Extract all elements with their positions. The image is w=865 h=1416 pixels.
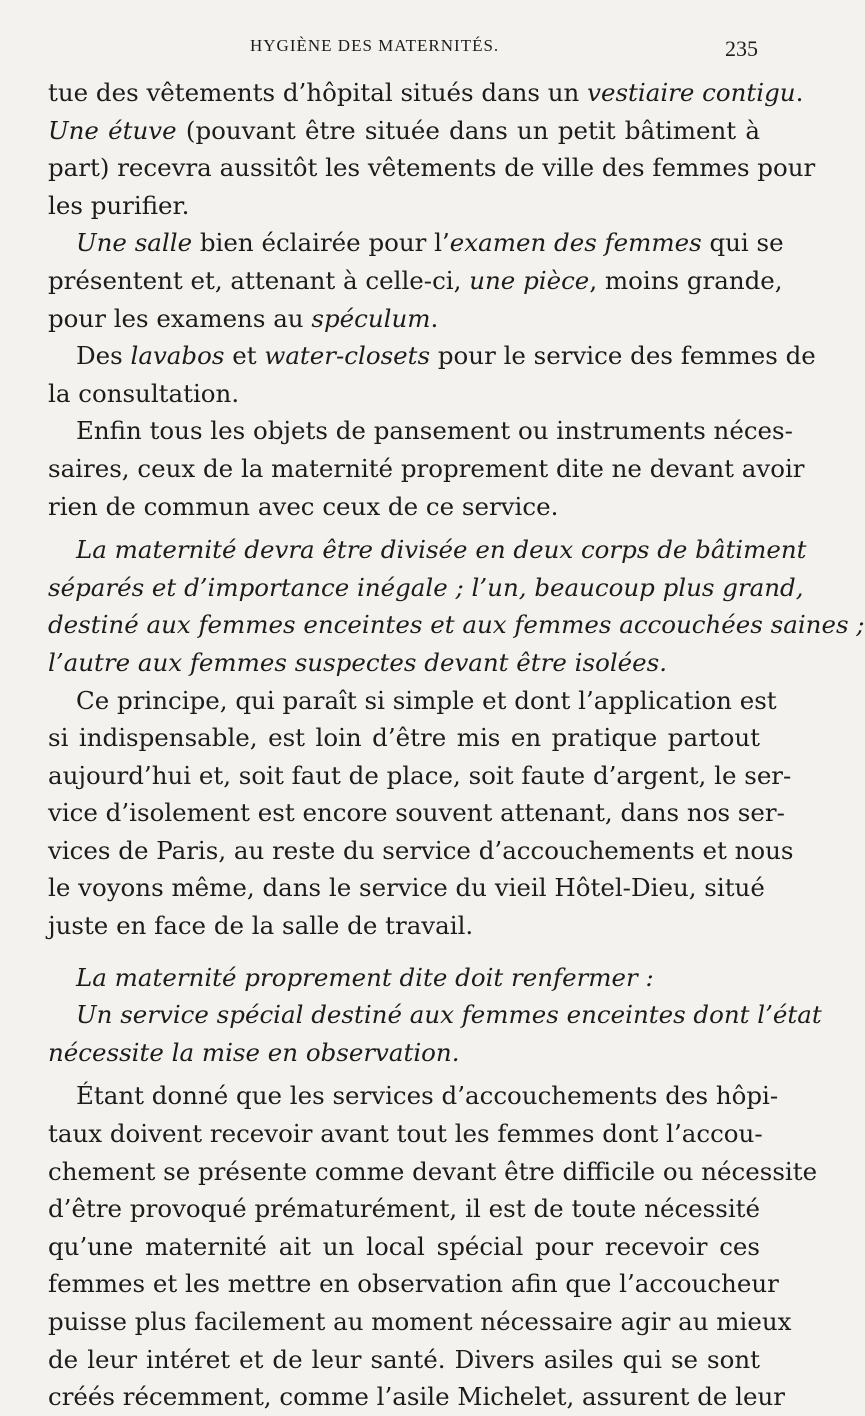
text-line: Ce principe, qui paraît si simple et dont l’application est bbox=[76, 685, 777, 715]
text-line: tue des vêtements d’hôpital situés dans un vestiaire contigu. bbox=[48, 78, 804, 107]
text-line: présentent et, attenant à celle-ci, une pièce, moins grande, bbox=[48, 265, 783, 295]
text-line: saires, ceux de la maternité proprement dite ne devant avoir bbox=[48, 453, 805, 483]
text-line: le voyons même, dans le service du vieil Hôtel-Dieu, situé bbox=[48, 873, 765, 903]
body-text bbox=[48, 74, 865, 1416]
text-line: Une étuve (pouvant être située dans un petit bâtiment à bbox=[48, 115, 760, 145]
text-line: Des lavabos et water-closets pour le service des femmes de bbox=[76, 341, 816, 371]
text-line: les purifier. bbox=[48, 190, 190, 220]
running-head bbox=[0, 36, 800, 66]
page-number: 235 bbox=[725, 36, 758, 61]
text-line: puisse plus facilement au moment nécessaire agir au mieux bbox=[48, 1307, 792, 1336]
text-line: Enfin tous les objets de pansement ou instruments néces- bbox=[76, 416, 793, 446]
text-line: rien de commun avec ceux de ce service. bbox=[48, 491, 559, 521]
text-line: La maternité proprement dite doit renfermer : bbox=[76, 962, 654, 992]
text-line: Un service spécial destiné aux femmes enceintes dont l’état bbox=[76, 1000, 822, 1030]
text-line: taux doivent recevoir avant tout les femmes dont l’accou- bbox=[48, 1119, 763, 1149]
text-line: vices de Paris, au reste du service d’accouchements et nous bbox=[48, 835, 794, 865]
text-line: nécessite la mise en observation. bbox=[48, 1037, 460, 1067]
text-line: part) recevra aussitôt les vêtements de ville des femmes pour bbox=[48, 153, 816, 183]
text-line: séparés et d’importance inégale ; l’un, beaucoup plus grand, bbox=[48, 572, 804, 602]
text-line: Une salle bien éclairée pour l’examen des femmes qui se bbox=[76, 228, 784, 258]
text-line: si indispensable, est loin d’être mis en pratique partout bbox=[48, 723, 760, 753]
text-line: destiné aux femmes enceintes et aux femmes accouchées saines ; bbox=[48, 610, 865, 640]
text-line: chement se présente comme devant être difficile ou nécessite bbox=[48, 1156, 818, 1186]
text-line: de leur intéret et de leur santé. Divers asiles qui se sont bbox=[48, 1344, 760, 1374]
text-line: d’être provoqué prématurément, il est de toute nécessité bbox=[48, 1194, 760, 1224]
text-line: juste en face de la salle de travail. bbox=[48, 911, 474, 941]
text-line: pour les examens au spéculum. bbox=[48, 303, 439, 333]
text-line: vice d’isolement est encore souvent attenant, dans nos ser- bbox=[48, 798, 785, 828]
text-line: La maternité devra être divisée en deux corps de bâtiment bbox=[76, 535, 807, 565]
text-line: la consultation. bbox=[48, 378, 240, 408]
text-line: aujourd’hui et, soit faut de place, soit faute d’argent, le ser- bbox=[48, 760, 792, 790]
running-title: HYGIÈNE DES MATERNITÉS. bbox=[250, 36, 500, 55]
text-line: l’autre aux femmes suspectes devant être isolées. bbox=[48, 647, 668, 677]
text-line: qu’une maternité ait un local spécial pour recevoir ces bbox=[48, 1231, 760, 1261]
text-line: femmes et les mettre en observation afin que l’accoucheur bbox=[48, 1269, 779, 1299]
text-line: Étant donné que les services d’accouchements des hôpi- bbox=[76, 1081, 779, 1111]
text-line: créés récemment, comme l’asile Michelet, assurent de leur bbox=[48, 1382, 785, 1412]
